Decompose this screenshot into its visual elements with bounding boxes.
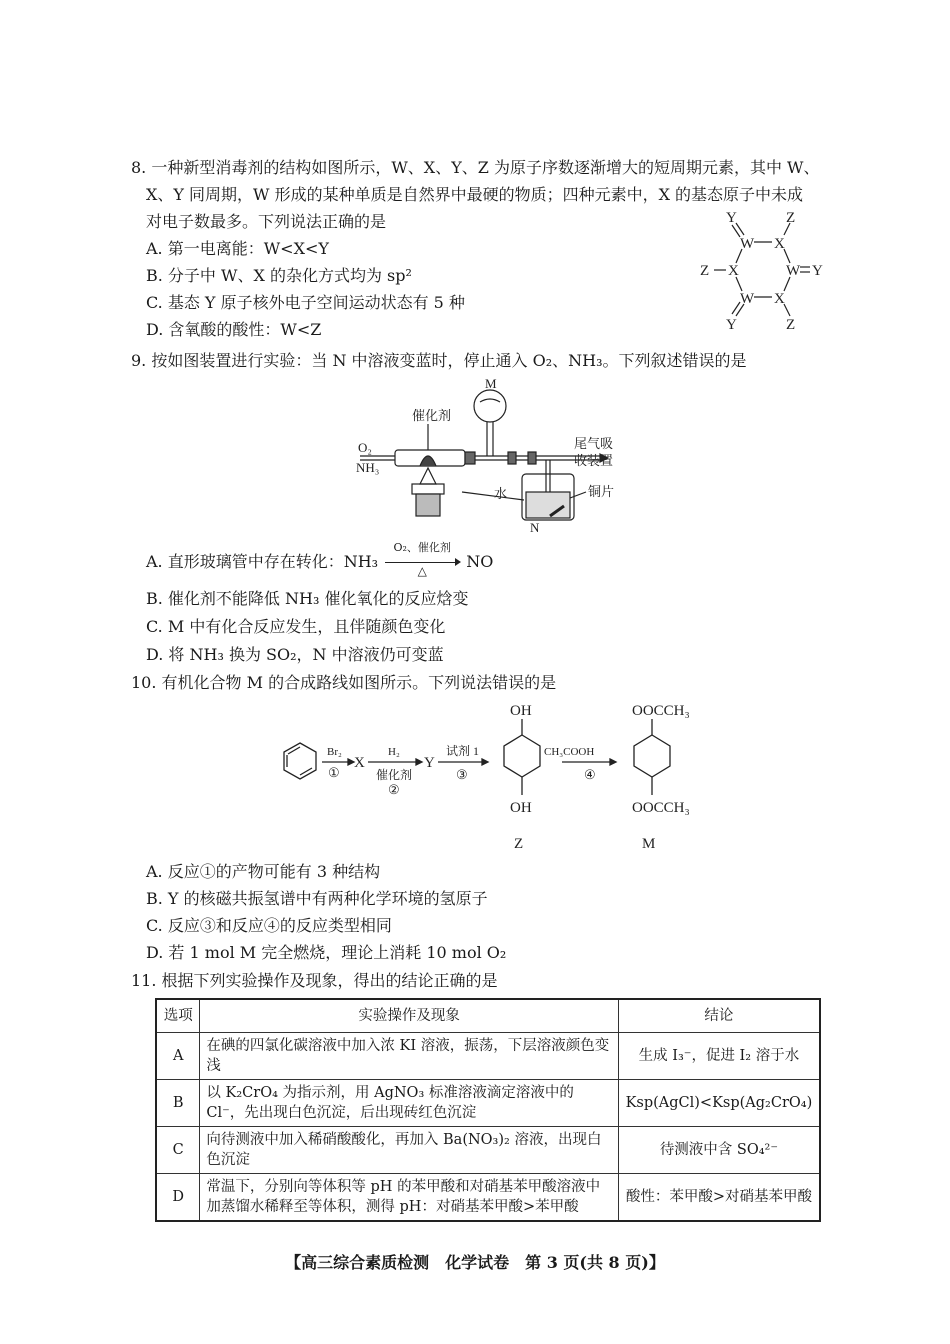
q11-row-b-conclusion: Ksp(AgCl)<Ksp(Ag₂CrO₄) <box>618 1080 820 1127</box>
apparatus-n-label: N <box>530 520 540 535</box>
apparatus-nh3-label: NH₃ <box>356 460 380 475</box>
q9-reaction-arrow <box>383 540 461 578</box>
struct-w-right: W <box>786 263 801 279</box>
q8-structure-diagram <box>690 205 830 335</box>
q8-stem-line-2: X、Y 同周期，W 形成的某种单质是自然界中最硬的物质；四种元素中，X 的基态原子中未成 <box>146 185 804 204</box>
struct-z-left: Z <box>700 263 710 279</box>
route-r1-top: Br₂ <box>327 746 342 758</box>
apparatus-tail-gas-2: 收装置 <box>574 453 614 468</box>
q10-option-d: D. 若 1 mol M 完全燃烧，理论上消耗 10 mol O₂ <box>146 943 507 962</box>
q11-row-d-operation: 常温下，分别向等体积等 pH 的苯甲酸和对硝基苯甲酸溶液中加蒸馏水稀释至等体积，测得 pH：对硝基苯甲酸>苯甲酸 <box>200 1174 618 1222</box>
q9-stem: 9. 按如图装置进行实验：当 N 中溶液变蓝时，停止通入 O₂、NH₃。下列叙述错误的是 <box>131 351 747 370</box>
apparatus-catalyst-label: 催化剂 <box>412 408 452 423</box>
struct-y-top: Y <box>726 210 737 226</box>
route-m-bottom: OOCCH₃ <box>632 800 690 816</box>
q9-option-c: C. M 中有化合反应发生，且伴随颜色变化 <box>146 617 446 636</box>
struct-x-left: X <box>728 263 739 279</box>
apparatus-o2-label: O₂ <box>358 440 372 455</box>
struct-y-bottom: Y <box>726 317 737 333</box>
route-x: X <box>354 755 365 771</box>
struct-x-top: X <box>774 236 785 252</box>
q10-option-b: B. Y 的核磁共振氢谱中有两种化学环境的氢原子 <box>146 889 488 908</box>
struct-z-bottom: Z <box>786 317 796 333</box>
route-r4-bottom: ④ <box>584 767 596 782</box>
route-r2-bottom-2: ② <box>388 782 400 797</box>
q9-option-a-suffix: NO <box>466 552 494 571</box>
route-y: Y <box>424 755 435 771</box>
q11-header-row <box>156 999 820 1033</box>
q9-arrow-bottom: △ <box>417 563 427 578</box>
q11-row-b-option: B <box>156 1080 200 1127</box>
table-row <box>156 1080 820 1127</box>
q11-row-c-option: C <box>156 1127 200 1174</box>
route-m-label: M <box>642 836 656 852</box>
route-r3-bottom: ③ <box>456 767 468 782</box>
q8-option-a: A. 第一电离能：W<X<Y <box>146 239 329 258</box>
q9-option-a <box>146 540 494 578</box>
q11-row-c-conclusion: 待测液中含 SO₄²⁻ <box>618 1127 820 1174</box>
q11-row-a-operation: 在碘的四氯化碳溶液中加入浓 KI 溶液，振荡，下层溶液颜色变浅 <box>200 1033 618 1080</box>
struct-w-bottom: W <box>740 291 755 307</box>
route-z-label: Z <box>514 836 524 852</box>
q9-apparatus-diagram <box>350 376 630 536</box>
q10-option-a: A. 反应①的产物可能有 3 种结构 <box>146 862 381 881</box>
route-z-top-oh: OH <box>510 703 532 719</box>
struct-z-top: Z <box>786 210 796 226</box>
q11-row-d-conclusion: 酸性：苯甲酸>对硝基苯甲酸 <box>618 1174 820 1222</box>
q11-header-conclusion: 结论 <box>618 999 820 1033</box>
apparatus-m-label: M <box>485 376 497 391</box>
q10-option-c: C. 反应③和反应④的反应类型相同 <box>146 916 392 935</box>
q11-header-operation: 实验操作及现象 <box>200 999 618 1033</box>
apparatus-copper-label: 铜片 <box>588 484 615 499</box>
q9-option-b: B. 催化剂不能降低 NH₃ 催化氧化的反应焓变 <box>146 589 469 608</box>
apparatus-tail-gas-1: 尾气吸 <box>574 436 614 451</box>
struct-y-right: Y <box>812 263 823 279</box>
q8-stem-line-3: 对电子数最多。下列说法正确的是 <box>146 212 387 231</box>
route-z-bottom-oh: OH <box>510 800 532 816</box>
struct-w-top: W <box>740 236 755 252</box>
route-r2-bottom-1: 催化剂 <box>376 768 413 782</box>
q8-stem-line-1: 8. 一种新型消毒剂的结构如图所示，W、X、Y、Z 为原子序数逐渐增大的短周期元素，其中 W、 <box>131 158 820 177</box>
q11-row-a-option: A <box>156 1033 200 1080</box>
table-row <box>156 1174 820 1222</box>
q11-row-d-option: D <box>156 1174 200 1222</box>
q8-option-d: D. 含氧酸的酸性：W<Z <box>146 320 322 339</box>
route-m-top: OOCCH₃ <box>632 703 690 719</box>
q11-row-c-operation: 向待测液中加入稀硝酸酸化，再加入 Ba(NO₃)₂ 溶液，出现白色沉淀 <box>200 1127 618 1174</box>
route-r4-top: CH₃COOH <box>544 746 595 758</box>
route-r1-bottom: ① <box>328 765 340 780</box>
q10-synthesis-route <box>270 695 720 855</box>
q9-option-d: D. 将 NH₃ 换为 SO₂，N 中溶液仍可变蓝 <box>146 645 444 664</box>
q11-table <box>155 998 821 1222</box>
struct-x-bottom: X <box>774 291 785 307</box>
q11-row-b-operation: 以 K₂CrO₄ 为指示剂，用 AgNO₃ 标准溶液滴定溶液中的 Cl⁻，先出现白色沉淀，后出现砖红色沉淀 <box>200 1080 618 1127</box>
q11-stem: 11. 根据下列实验操作及现象，得出的结论正确的是 <box>131 971 498 990</box>
page-footer: 【高三综合素质检测 化学试卷 第 3 页(共 8 页)】 <box>285 1253 665 1272</box>
q8-option-c: C. 基态 Y 原子核外电子空间运动状态有 5 种 <box>146 293 465 312</box>
route-r3-top: 试剂 1 <box>446 744 480 758</box>
q11-header-option: 选项 <box>156 999 200 1033</box>
q9-option-a-prefix: A. 直形玻璃管中存在转化：NH₃ <box>146 552 379 571</box>
table-row <box>156 1033 820 1080</box>
q10-stem: 10. 有机化合物 M 的合成路线如图所示。下列说法错误的是 <box>131 673 557 692</box>
route-r2-top: H₂ <box>388 746 400 758</box>
q9-arrow-top: O₂、催化剂 <box>393 540 451 554</box>
q11-row-a-conclusion: 生成 I₃⁻，促进 I₂ 溶于水 <box>618 1033 820 1080</box>
apparatus-water-label: 水 <box>494 486 508 501</box>
table-row <box>156 1127 820 1174</box>
q8-option-b: B. 分子中 W、X 的杂化方式均为 sp² <box>146 266 412 285</box>
